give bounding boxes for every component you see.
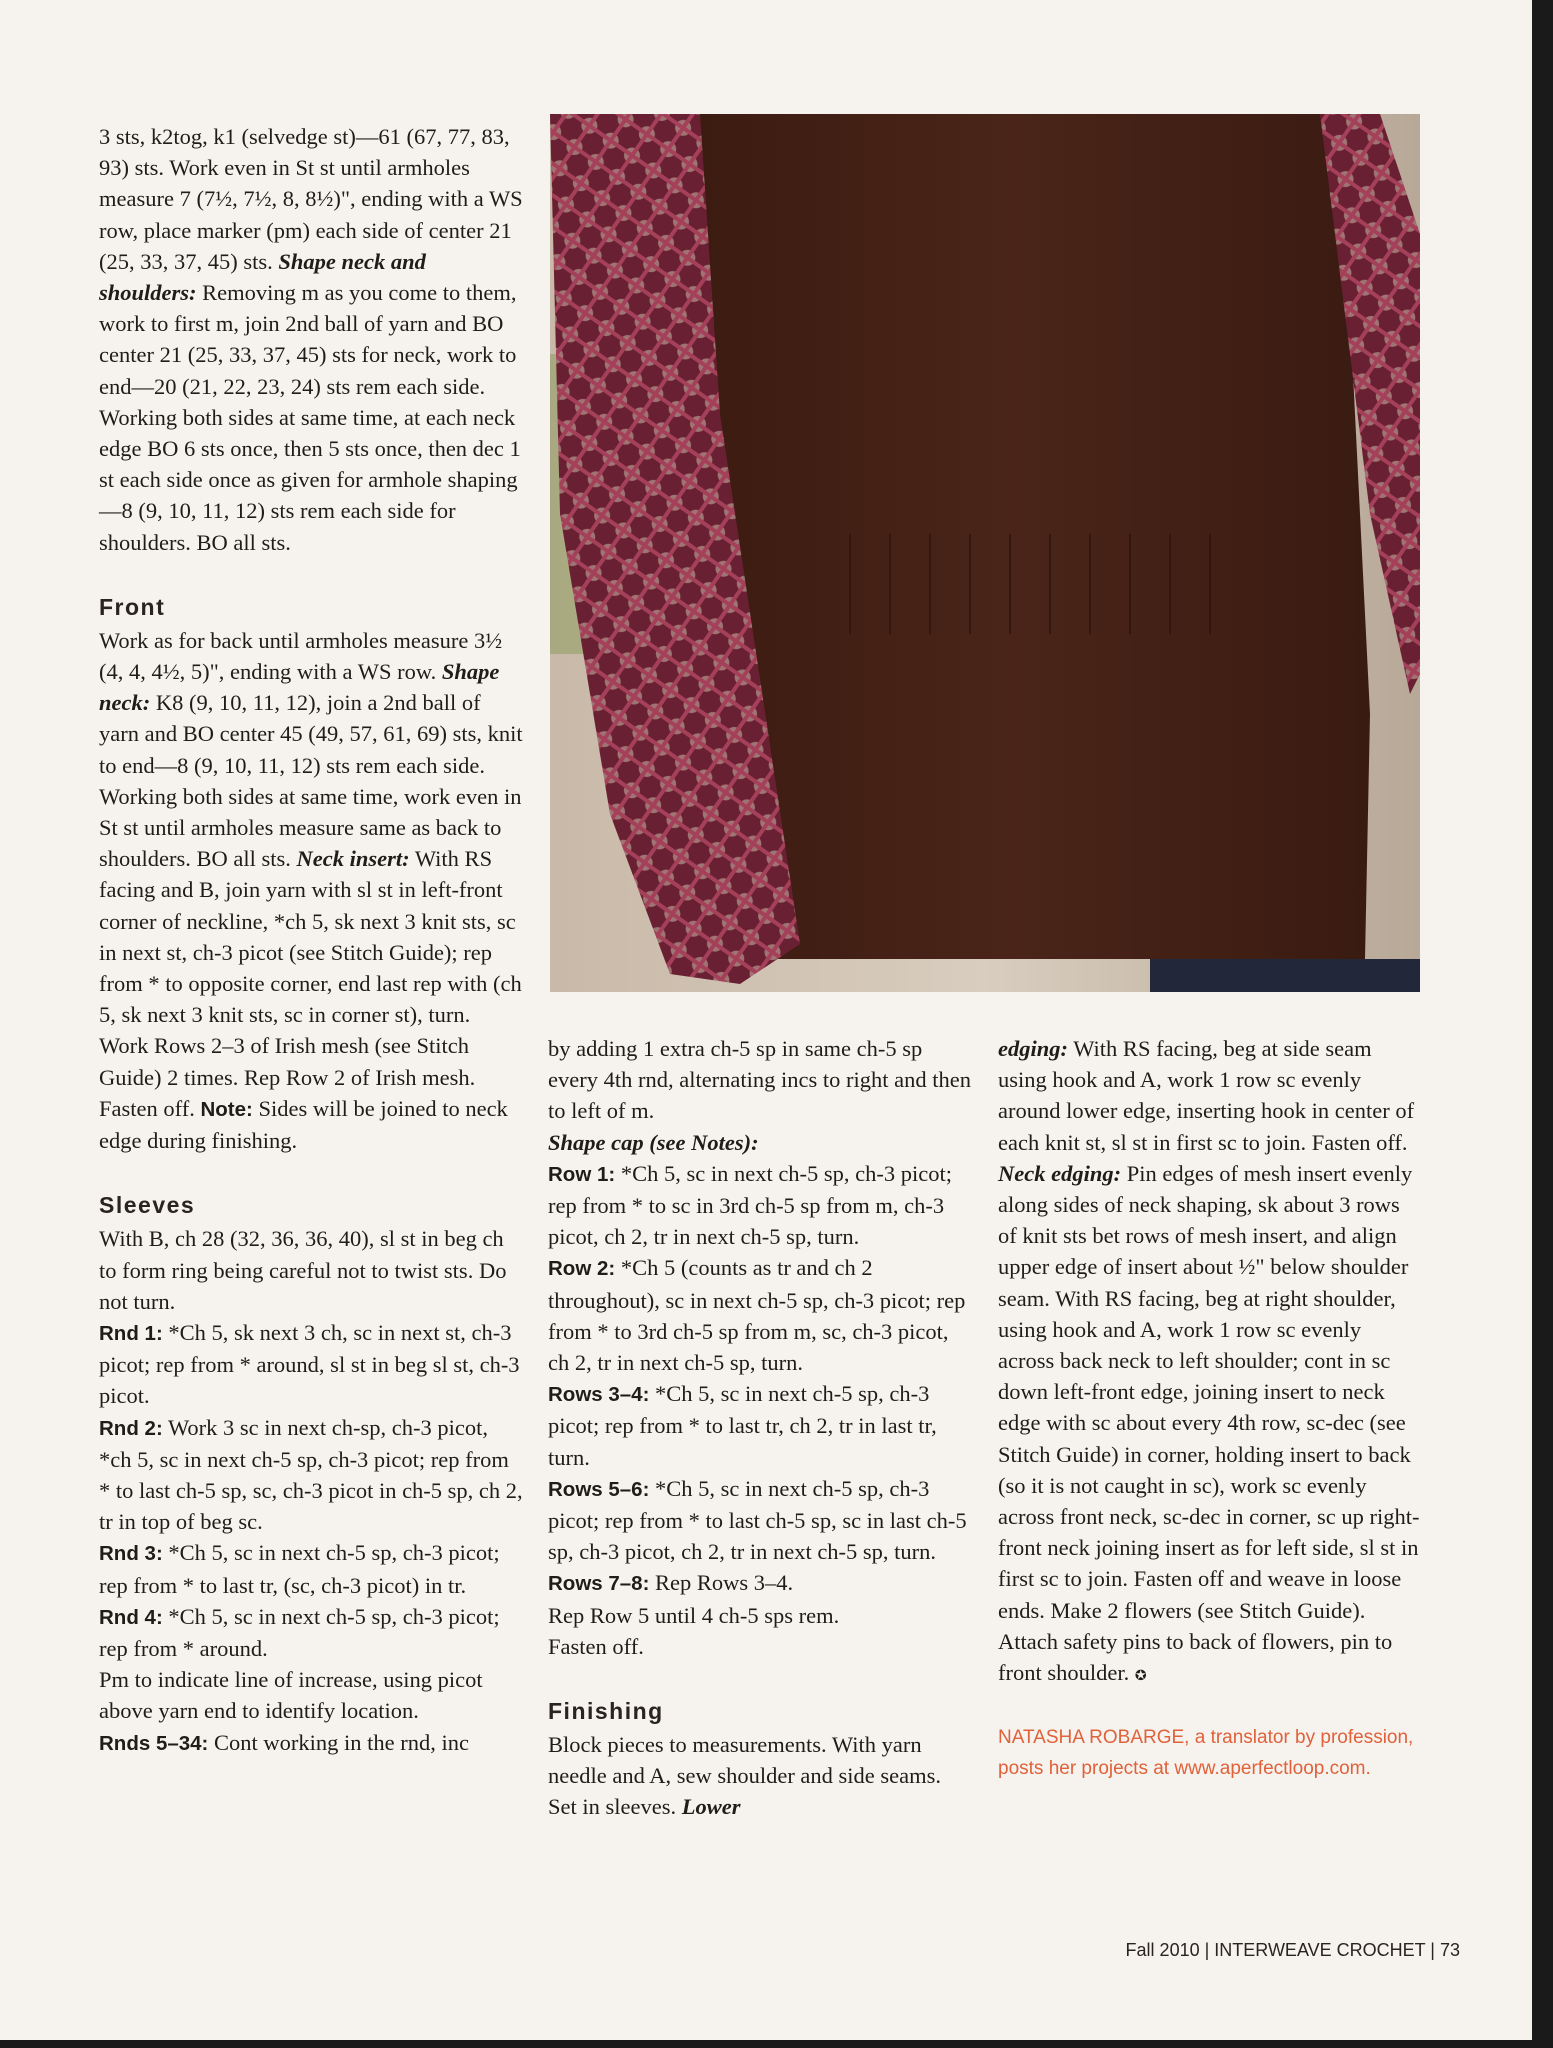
rows-7-8: Rows 7–8: Rep Rows 3–4. [548,1570,794,1596]
pm-instruction: Pm to indicate line of increase, using picot above yarn end to identify location. [99,1667,483,1724]
row-2: Row 2: *Ch 5 (counts as tr and ch 2 throughout), sc in next ch-5 sp, ch-3 picot; rep from * to 3rd ch-5 sp from m, sc, ch-3 picot, ch 2, tr in next ch-5 sp, turn. [548,1255,966,1376]
rnds-5-34: Rnds 5–34: Cont working in the rnd, inc [99,1729,469,1755]
rnd-2: Rnd 2: Work 3 sc in next ch-sp, ch-3 picot, *ch 5, sc in next ch-5 sp, ch-3 picot; rep from * to last ch-5 sp, sc, ch-3 picot in ch-5 sp, ch 2, tr in top of beg sc. [99,1414,523,1535]
sweater-photo [550,114,1420,992]
rnd-4: Rnd 4: *Ch 5, sc in next ch-5 sp, ch-3 picot; rep from * around. [99,1603,500,1661]
shape-neck-label: Shape neck: [99,659,500,716]
rnd-3: Rnd 3: *Ch 5, sc in next ch-5 sp, ch-3 picot; rep from * to last tr, (sc, ch-3 picot) in tr. [99,1540,500,1598]
text-column-right [998,1033,1422,1784]
rnd-1: Rnd 1: *Ch 5, sk next 3 ch, sc in next st, ch-3 picot; rep from * around, sl st in beg sl st, ch-3 picot. [99,1319,520,1409]
sleeves-heading: Sleeves [99,1192,196,1219]
text-column-middle [548,1033,972,1823]
finishing-paragraph: Block pieces to measurements. With yarn needle and A, sew shoulder and side seams. Set in sleeves. Lower [548,1732,942,1820]
neck-insert-label: Neck insert: [296,846,410,872]
front-heading: Front [99,593,166,620]
jeans [1150,959,1420,992]
sweater-illustration [550,114,1420,992]
note-label: Note: [200,1097,253,1121]
finishing-heading: Finishing [548,1698,664,1725]
lower-label: Lower [681,1794,741,1820]
front-paragraph: Work as for back until armholes measure 3½ (4, 4, 4½, 5)", ending with a WS row. Shape neck: K8 (9, 10, 11, 12), join a 2nd ball of yarn and BO center 45 (49, 57, 61, 69) sts, knit to end—8 (9, 10, 11, 12) sts rem each side. Working both sides at same time, work even in St st until armholes measure same as back to shoulders. BO all sts. Neck insert: With RS facing and B, join yarn with sl st in left-front corner of neckline, *ch 5, sk next 3 knit sts, sc in next st, ch-3 picot (see Stitch Guide); rep from * to opposite corner, end last rep with (ch 5, sk next 3 knit sts, sc in corner st), turn. Work Rows 2–3 of Irish mesh (see Stitch Guide) 2 times. Rep Row 2 of Irish mesh. Fasten off. Note: Sides will be joined to neck edge during finishing. [99,627,523,1154]
rows-3-4: Rows 3–4: *Ch 5, sc in next ch-5 sp, ch-3 picot; rep from * to last tr, ch 2, tr in last tr, turn. [548,1381,937,1470]
fasten-off: Fasten off. [548,1633,644,1659]
shape-neck-shoulders-label: Shape neck and shoulders: [99,248,426,306]
text-column-left [99,121,523,1759]
neck-edging-label: Neck edging: [998,1160,1122,1186]
designer-bio: NATASHA ROBARGE, a translator by profession, posts her projects at www.aperfectloop.com. [998,1727,1414,1780]
rep-row-5: Rep Row 5 until 4 ch-5 sps rem. [548,1602,840,1628]
row-1: Row 1: *Ch 5, sc in next ch-5 sp, ch-3 picot; rep from * to sc in 3rd ch-5 sp from m, ch-3 picot, ch 2, tr in next ch-5 sp, turn. [548,1160,953,1250]
shape-cap-label: Shape cap (see Notes): [548,1129,759,1155]
page-footer: Fall 2010 | INTERWEAVE CROCHET | 73 [1125,1940,1460,1960]
rows-5-6: Rows 5–6: *Ch 5, sc in next ch-5 sp, ch-3 picot; rep from * to last ch-5 sp, sc in last ch-5 sp, ch-3 picot, ch 2, tr in next ch-5 sp, turn. [548,1475,967,1565]
back-shaping-paragraph: 3 sts, k2tog, k1 (selvedge st)—61 (67, 77, 83, 93) sts. Work even in St st until armholes measure 7 (7½, 7½, 8, 8½)", ending with a WS row, place marker (pm) each side of center 21 (25, 33, 37, 45) sts. Shape neck and shoulders: Removing m as you come to them, work to first m, join 2nd ball of yarn and BO center 21 (25, 33, 37, 45) sts for neck, work to end—20 (21, 22, 23, 24) sts rem each side. Working both sides at same time, at each neck edge BO 6 sts once, then 5 sts once, then dec 1 st each side once as given for armhole shaping—8 (9, 10, 11, 12) sts rem each side for shoulders. BO all sts. [99,124,523,555]
sleeves-intro: With B, ch 28 (32, 36, 36, 40), sl st in beg ch to form ring being careful not to twist sts. Do not turn. [99,1226,507,1314]
edging-paragraph: edging: With RS facing, beg at side seam using hook and A, work 1 row sc evenly around lower edge, inserting hook in center of each knit st, sl st in first sc to join. Fasten off. Neck edging: Pin edges of mesh insert evenly along sides of neck shaping, sk about 3 rows of knit sts bet rows of mesh insert, and align upper edge of insert about ½" below shoulder seam. With RS facing, beg at right shoulder, using hook and A, work 1 row sc evenly across back neck to left shoulder; cont in sc down left-front edge, joining insert to neck edge with sc about every 4th row, sc-dec (see Stitch Guide) in corner, holding insert to back (so it is not caught in sc), work sc evenly across front neck, sc-dec in corner, sc up right-front neck joining insert as for left side, sl st in first sc to join. Fasten off and weave in loose ends. Make 2 flowers (see Stitch Guide). Attach safety pins to back of flowers, pin to front shoulder. ✪ [998,1036,1420,1686]
inc-continued: by adding 1 extra ch-5 sp in same ch-5 sp every 4th rnd, alternating incs to right and then to left of m. [548,1036,972,1124]
end-mark-icon: ✪ [1134,1668,1147,1685]
